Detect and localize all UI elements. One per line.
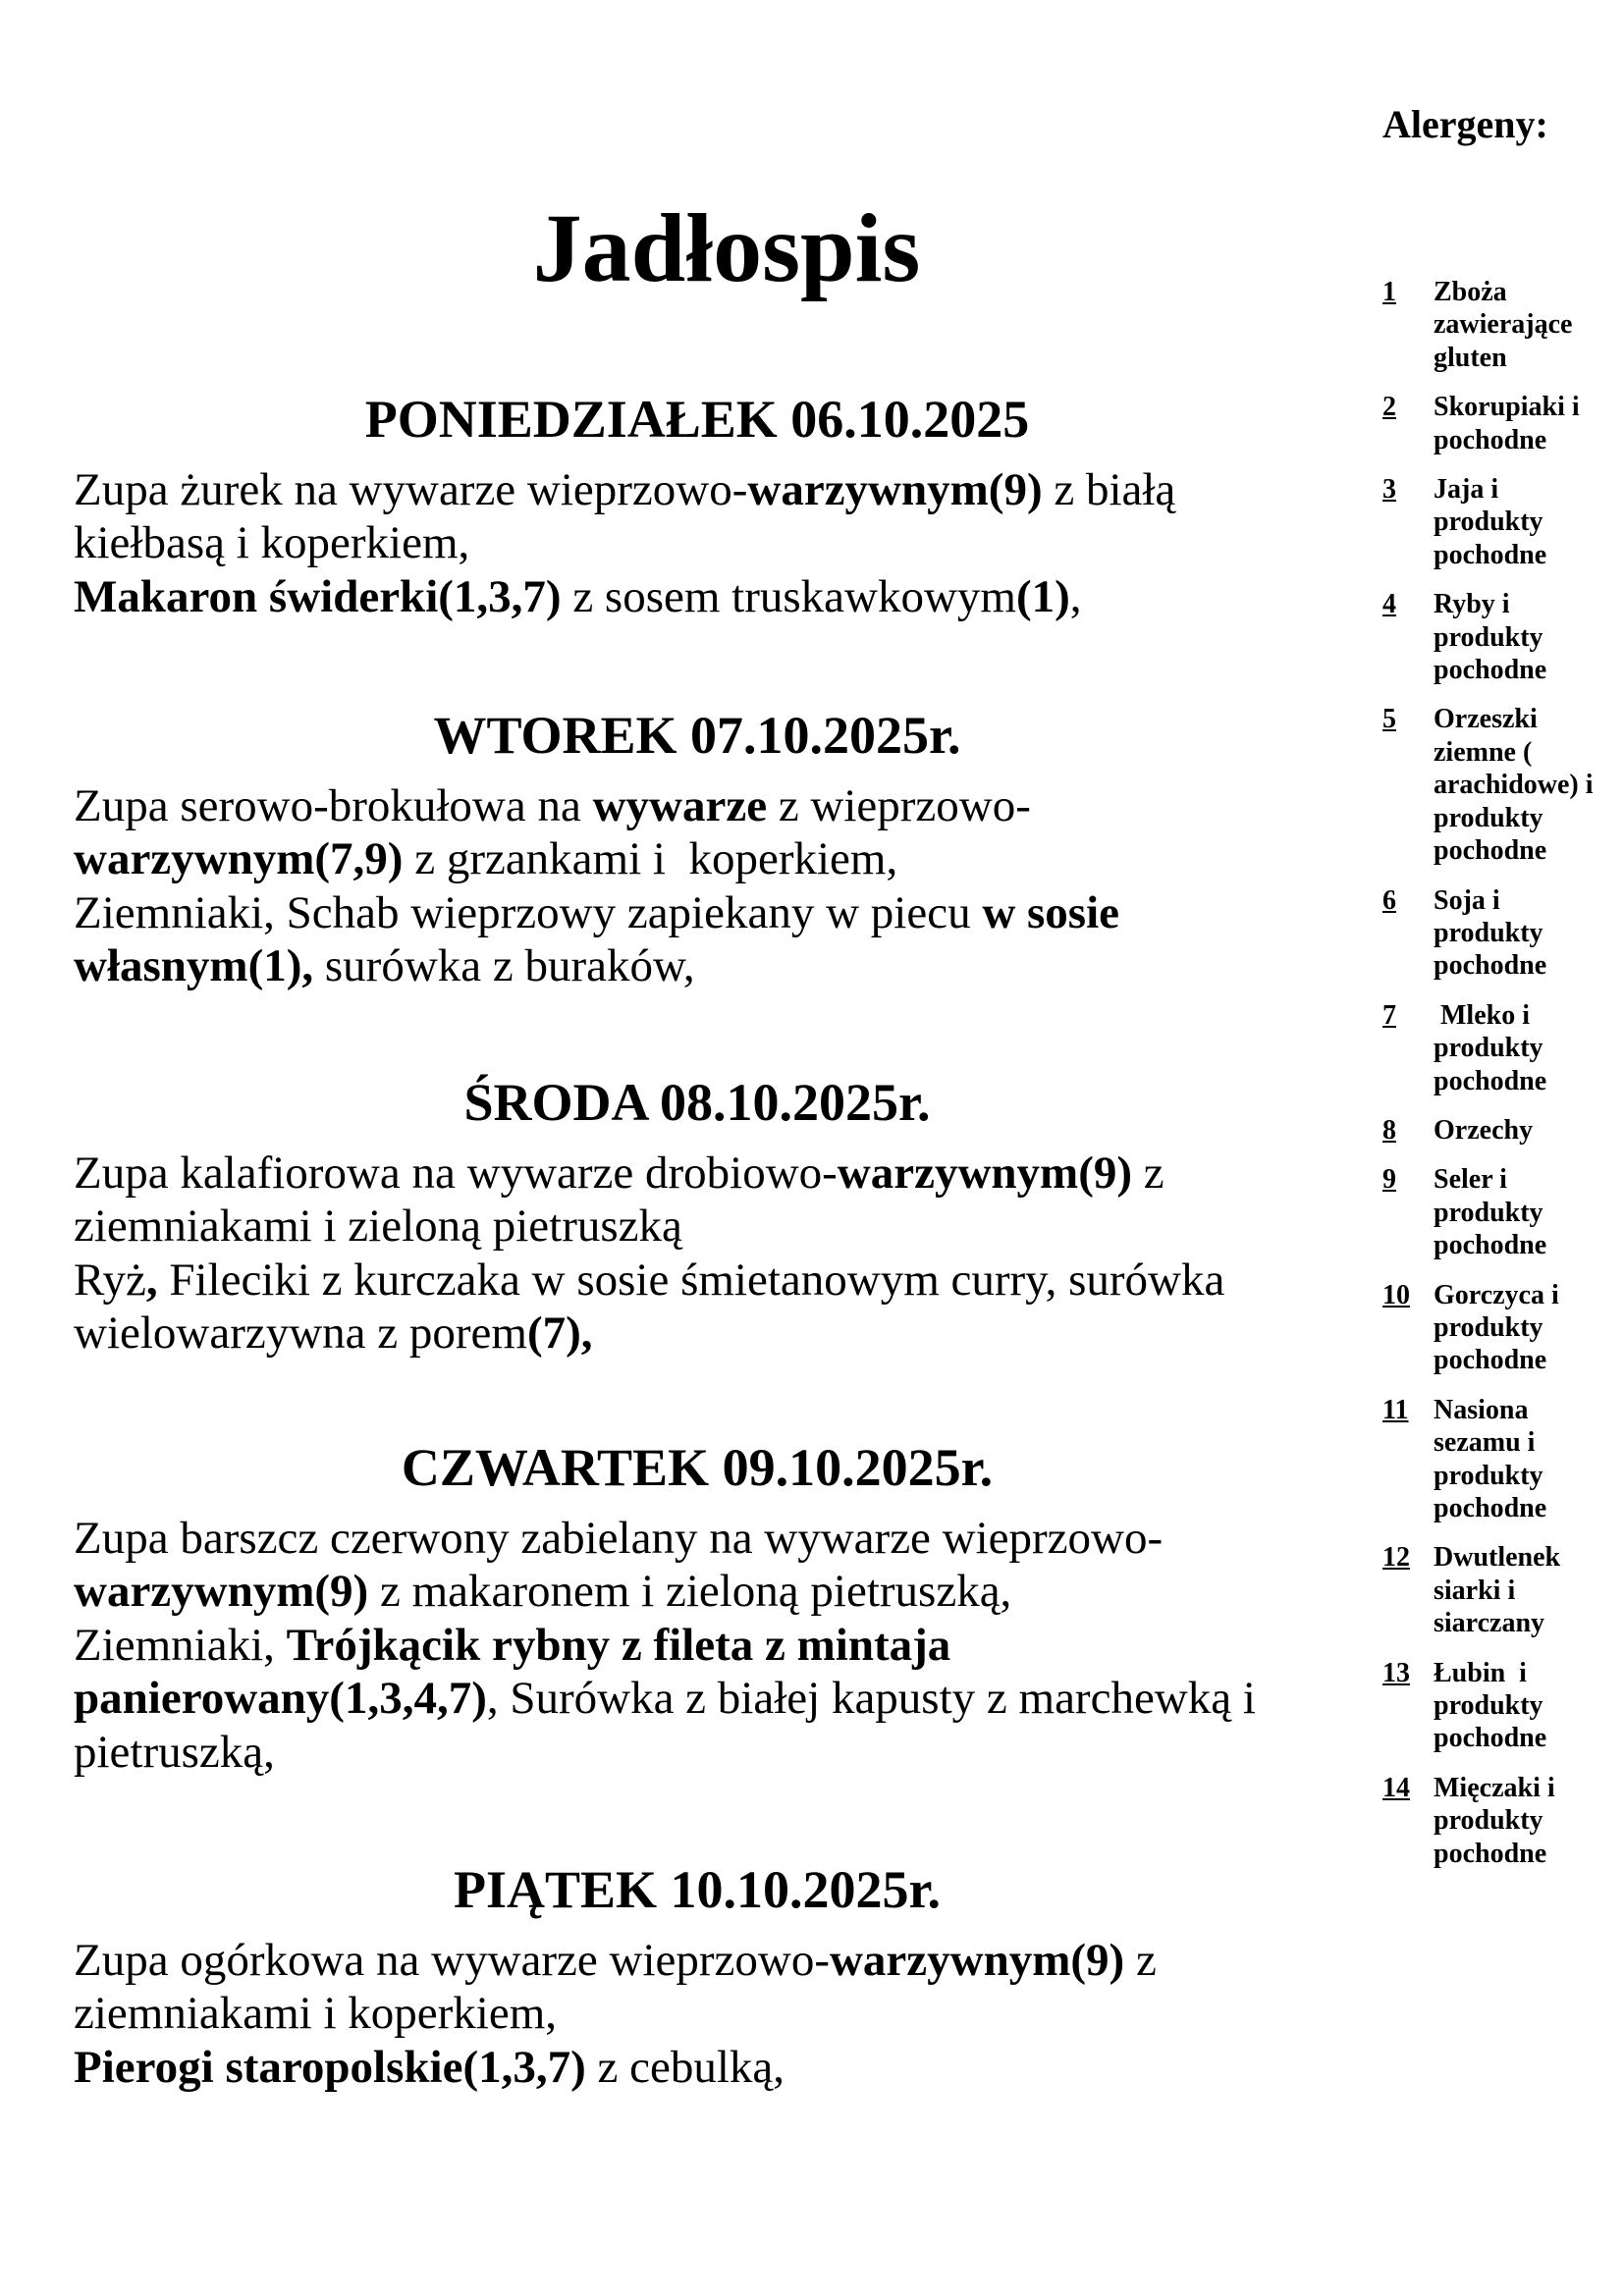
allergen-list <box>1382 276 1624 1887</box>
menu-text-bold: (7), <box>526 1308 593 1359</box>
allergen-number: 2 <box>1382 392 1396 423</box>
allergen-name-line: produkty <box>1434 1460 1543 1491</box>
allergen-number: 6 <box>1382 884 1396 916</box>
day-heading: PONIEDZIAŁEK 06.10.2025 <box>364 390 1030 449</box>
menu-text: Zupa barszcz czerwony zabielany na wywarze wieprzowo- <box>74 1512 1164 1564</box>
menu-text: Zupa ogórkowa na wywarze wieprzowo- <box>74 1934 830 1986</box>
day-section <box>74 1860 1321 2094</box>
menu-text: Ziemniaki, <box>74 1619 287 1671</box>
menu-text: z wieprzowo- <box>767 779 1031 831</box>
allergen-name-line: produkty <box>1434 917 1543 948</box>
menu-line <box>74 1512 1321 1566</box>
allergen-number: 8 <box>1382 1114 1396 1146</box>
menu-text: , <box>1069 570 1082 622</box>
allergens-heading: Alergeny: <box>1382 102 1548 146</box>
allergen-name-line: pochodne <box>1434 1493 1547 1523</box>
allergen-name-line: Łubin i <box>1434 1657 1527 1688</box>
allergen-name-line: pochodne <box>1434 950 1547 982</box>
menu-text: Zupa żurek na wywarze wieprzowo- <box>74 463 748 515</box>
day-section <box>74 1073 1321 1361</box>
menu-text: Ziemniaki, Schab wieprzowy zapiekany w piecu <box>74 886 983 938</box>
allergen-number: 11 <box>1382 1394 1409 1425</box>
menu-line <box>74 779 1321 833</box>
menu-line <box>74 2041 1321 2095</box>
menu-text-bold: wywarze <box>592 779 768 831</box>
allergen-name <box>1434 391 1624 456</box>
allergen-number: 5 <box>1382 704 1396 735</box>
day-heading: WTOREK 07.10.2025r. <box>433 706 961 765</box>
allergen-number: 7 <box>1382 999 1396 1031</box>
allergen-item <box>1382 276 1624 374</box>
menu-text: z sosem truskawkowym <box>561 570 1016 622</box>
allergen-item <box>1382 884 1624 983</box>
allergen-name-line: Mięczaki i <box>1434 1772 1555 1803</box>
allergen-item <box>1382 1163 1624 1261</box>
menu-text: z cebulką, <box>585 2041 785 2093</box>
allergen-item <box>1382 588 1624 686</box>
allergen-name <box>1434 1279 1624 1377</box>
menu-line <box>74 1147 1321 1201</box>
allergen-name-line: siarczany <box>1434 1608 1545 1639</box>
menu-text-bold: warzywnym(7,9) <box>74 833 404 884</box>
menu-text: pietruszką, <box>74 1726 275 1778</box>
allergen-number: 3 <box>1382 474 1396 506</box>
menu-line <box>74 1672 1321 1726</box>
menu-text: Fileciki z kurczaka w sosie śmietanowym curry, surówka <box>157 1254 1225 1306</box>
menu-text: z grzankami i koperkiem, <box>403 833 898 884</box>
allergen-number: 12 <box>1382 1542 1410 1574</box>
allergen-name-line: pochodne <box>1434 835 1547 867</box>
day-heading: PIĄTEK 10.10.2025r. <box>453 1860 942 1919</box>
allergen-item <box>1382 1657 1624 1755</box>
allergen-name-line: Orzechy <box>1434 1114 1534 1146</box>
menu-text-bold: , <box>145 1254 158 1306</box>
menu-line <box>74 1254 1321 1308</box>
allergen-item <box>1382 473 1624 571</box>
allergen-name-line: arachidowe) i <box>1434 770 1594 801</box>
allergen-name-line: Nasiona <box>1434 1394 1529 1425</box>
allergen-item <box>1382 1279 1624 1377</box>
allergen-name-line: sezamu i <box>1434 1427 1536 1459</box>
allergen-number: 1 <box>1382 277 1396 307</box>
menu-line <box>74 1619 1321 1673</box>
allergen-number: 4 <box>1382 589 1396 620</box>
menu-text-bold: (1) <box>1015 570 1070 622</box>
menu-line <box>74 516 1321 570</box>
menu-text: ziemniakami i koperkiem, <box>74 1988 558 2039</box>
allergen-name-line: Gorczyca i <box>1434 1279 1559 1310</box>
allergen-name-line: Skorupiaki i <box>1434 392 1580 423</box>
allergen-name-line: Mleko i <box>1434 999 1530 1031</box>
menu-line <box>74 570 1321 624</box>
allergen-name <box>1434 999 1624 1097</box>
menu-text-bold: warzywnym(9) <box>747 463 1043 515</box>
allergen-name <box>1434 588 1624 686</box>
allergen-item <box>1382 999 1624 1097</box>
menu-text: z <box>1124 1934 1157 1986</box>
menu-text-bold: Makaron świderki(1,3,7) <box>74 570 562 622</box>
menu-line <box>74 1200 1321 1254</box>
allergen-name <box>1434 1541 1624 1639</box>
allergen-name <box>1434 473 1624 571</box>
allergen-name-line: produkty <box>1434 1197 1543 1228</box>
day-section <box>74 706 1321 993</box>
menu-line <box>74 1934 1321 1988</box>
allergen-name-line: Ryby i <box>1434 589 1510 620</box>
allergen-name-line: produkty <box>1434 802 1543 833</box>
menu-text: , Surówka z białej kapusty z marchewką i <box>486 1673 1256 1724</box>
allergen-number: 14 <box>1382 1772 1410 1803</box>
allergen-name-line: pochodne <box>1434 1065 1547 1096</box>
allergen-name-line: Orzeszki <box>1434 704 1538 735</box>
menu-line <box>74 1565 1321 1619</box>
menu-text-bold: warzywnym(9) <box>829 1934 1125 1986</box>
allergen-item <box>1382 1114 1624 1147</box>
menu-text: z <box>1132 1147 1164 1199</box>
menu-line <box>74 1987 1321 2041</box>
menu-text: surówka z buraków, <box>313 940 695 991</box>
allergen-name-line: pochodne <box>1434 424 1547 455</box>
allergen-name-line: produkty <box>1434 1690 1543 1722</box>
allergen-name-line: produkty <box>1434 1311 1543 1343</box>
menu-line <box>74 1307 1321 1361</box>
allergen-name-line: pochodne <box>1434 655 1547 686</box>
menu-text: Zupa serowo-brokułowa na <box>74 779 593 831</box>
allergen-name-line: zawierające <box>1434 309 1573 341</box>
allergen-name-line: siarki i <box>1434 1575 1516 1606</box>
day-section <box>74 390 1321 623</box>
allergen-item <box>1382 1394 1624 1525</box>
allergen-name-line: Seler i <box>1434 1164 1507 1196</box>
menu-text-bold: Pierogi staropolskie(1,3,7) <box>74 2041 586 2093</box>
menu-text-bold: Trójkącik rybny z fileta z mintaja <box>286 1619 951 1671</box>
day-heading: CZWARTEK 09.10.2025r. <box>401 1438 994 1497</box>
menu-text: z makaronem i zieloną pietruszką, <box>368 1566 1012 1617</box>
allergen-item <box>1382 391 1624 456</box>
menu-text-bold: warzywnym(9) <box>837 1147 1132 1199</box>
allergen-name-line: pochodne <box>1434 1230 1547 1261</box>
allergen-name-line: produkty <box>1434 621 1543 653</box>
menu-text: kiełbasą i koperkiem, <box>74 517 470 568</box>
menu-text-bold: warzywnym(9) <box>74 1566 369 1617</box>
allergen-item <box>1382 1541 1624 1639</box>
allergen-name <box>1434 884 1624 983</box>
allergen-name-line: ziemne ( <box>1434 736 1533 768</box>
menu-text-bold: w sosie <box>982 886 1120 938</box>
allergen-item <box>1382 1772 1624 1870</box>
page-title: Jadłospis <box>532 193 921 302</box>
menu-line <box>74 886 1321 940</box>
menu-line <box>74 463 1321 517</box>
allergen-name <box>1434 1657 1624 1755</box>
allergen-name-line: Zboża <box>1434 277 1507 307</box>
allergen-name-line: Jaja i <box>1434 474 1499 506</box>
day-heading: ŚRODA 08.10.2025r. <box>463 1073 931 1132</box>
menu-text: z białą <box>1042 463 1176 515</box>
allergen-name <box>1434 1394 1624 1525</box>
allergen-name-line: Soja i <box>1434 884 1500 916</box>
allergen-name <box>1434 276 1624 374</box>
allergen-name-line: Dwutlenek <box>1434 1542 1561 1574</box>
menu-line <box>74 939 1321 993</box>
allergen-item <box>1382 703 1624 867</box>
allergen-name-line: produkty <box>1434 1805 1543 1837</box>
day-section <box>74 1438 1321 1779</box>
allergen-number: 9 <box>1382 1164 1396 1196</box>
menu-line <box>74 832 1321 886</box>
menu-text: ziemniakami i zieloną pietruszką <box>74 1201 682 1252</box>
menu-text: Zupa kalafiorowa na wywarze drobiowo- <box>74 1147 838 1199</box>
allergen-name <box>1434 1772 1624 1870</box>
allergen-number: 10 <box>1382 1279 1410 1310</box>
allergen-name-line: pochodne <box>1434 1345 1547 1376</box>
allergen-name <box>1434 703 1624 867</box>
allergen-number: 13 <box>1382 1657 1410 1688</box>
allergen-name-line: pochodne <box>1434 1838 1547 1869</box>
menu-text: Ryż <box>74 1254 146 1306</box>
allergen-name <box>1434 1163 1624 1261</box>
allergen-name-line: produkty <box>1434 507 1543 538</box>
allergen-name-line: pochodne <box>1434 539 1547 570</box>
allergen-name <box>1434 1114 1624 1147</box>
allergen-name-line: pochodne <box>1434 1723 1547 1754</box>
allergen-name-line: produkty <box>1434 1033 1543 1064</box>
menu-text-bold: panierowany(1,3,4,7) <box>74 1673 487 1724</box>
allergen-name-line: gluten <box>1434 342 1507 373</box>
menu-text-bold: własnym(1), <box>74 940 314 991</box>
menu-text: wielowarzywna z porem <box>74 1308 527 1359</box>
menu-line <box>74 1726 1321 1780</box>
